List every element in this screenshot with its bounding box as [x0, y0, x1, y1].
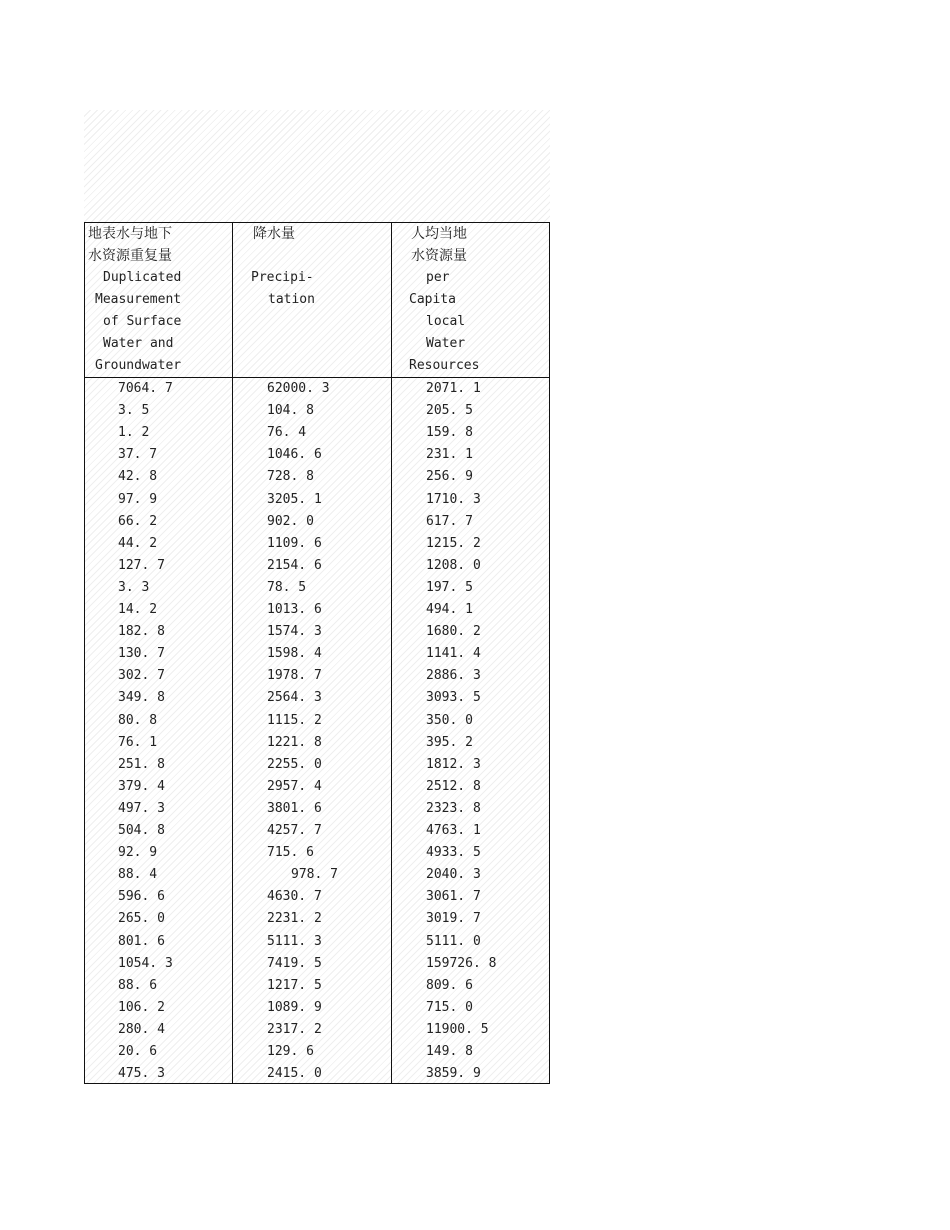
- table-cell: 349. 8: [118, 690, 165, 706]
- table-cell: 1217. 5: [267, 977, 322, 993]
- table-cell: 379. 4: [118, 778, 165, 794]
- table-row: [85, 489, 549, 511]
- table-row: [85, 533, 549, 555]
- table-cell: 2231. 2: [267, 911, 322, 927]
- table-row: [85, 710, 549, 732]
- table-row: [85, 798, 549, 820]
- table-row: [85, 820, 549, 842]
- table-cell: 728. 8: [267, 469, 314, 485]
- table-cell: 20. 6: [118, 1044, 158, 1059]
- table-cell: 1574. 3: [267, 624, 322, 640]
- table-cell: 76. 4: [267, 425, 307, 441]
- table-cell: 302. 7: [118, 668, 165, 684]
- table-cell: 617. 7: [426, 513, 473, 529]
- header-zh-line: 水资源重复量: [88, 248, 172, 264]
- table-cell: 127. 7: [118, 557, 165, 573]
- header-en-line: Water: [426, 336, 466, 351]
- table-cell: 3859. 9: [426, 1066, 481, 1082]
- table-cell: 1221. 8: [267, 734, 322, 750]
- table-cell: 256. 9: [426, 469, 473, 485]
- table-cell: 504. 8: [118, 823, 165, 838]
- header-en-line: Capita: [409, 292, 456, 307]
- table-cell: 596. 6: [118, 889, 165, 905]
- table-cell: 715. 6: [267, 845, 314, 861]
- table-cell: 159726. 8: [426, 955, 497, 971]
- table-cell: 395. 2: [426, 734, 473, 750]
- table-row: [85, 886, 549, 908]
- table-row: [85, 466, 549, 488]
- table-cell: 2564. 3: [267, 690, 322, 706]
- table-cell: 159. 8: [426, 425, 473, 441]
- header-zh-line: 水资源量: [411, 248, 467, 264]
- water-resources-table: [84, 222, 550, 1084]
- table-cell: 2317. 2: [267, 1021, 322, 1037]
- table-cell: 1710. 3: [426, 491, 481, 507]
- table-cell: 182. 8: [118, 624, 165, 640]
- table-cell: 4933. 5: [426, 845, 481, 861]
- table-cell: 2886. 3: [426, 668, 481, 684]
- table-cell: 350. 0: [426, 712, 473, 728]
- table-cell: 2154. 6: [267, 557, 322, 573]
- table-cell: 11900. 5: [426, 1021, 489, 1037]
- table-cell: 2040. 3: [426, 867, 481, 883]
- table-cell: 1598. 4: [267, 646, 322, 662]
- table-row: [85, 864, 549, 886]
- table-cell: 78. 5: [267, 579, 307, 595]
- table-cell: 7064. 7: [118, 381, 173, 396]
- table-cell: 1141. 4: [426, 646, 481, 662]
- table-cell: 7419. 5: [267, 955, 322, 971]
- table-cell: 265. 0: [118, 911, 165, 927]
- table-cell: 251. 8: [118, 756, 165, 772]
- header-en-line: per: [426, 270, 450, 285]
- table-cell: 97. 9: [118, 491, 158, 507]
- table-cell: 1046. 6: [267, 447, 322, 463]
- table-row: [85, 1041, 549, 1063]
- table-row: [85, 687, 549, 709]
- table-cell: 104. 8: [267, 403, 314, 419]
- table-cell: 1208. 0: [426, 557, 481, 573]
- table-cell: 4257. 7: [267, 823, 322, 838]
- table-cell: 1054. 3: [118, 955, 173, 971]
- table-cell: 88. 6: [118, 977, 158, 993]
- table-row: [85, 422, 549, 444]
- table-cell: 5111. 3: [267, 933, 322, 949]
- table-cell: 3061. 7: [426, 889, 481, 905]
- table-row: [85, 997, 549, 1019]
- table-row: [85, 776, 549, 798]
- table-cell: 44. 2: [118, 535, 158, 551]
- table-cell: 1215. 2: [426, 535, 481, 551]
- table-row: [85, 1019, 549, 1041]
- table-cell: 1109. 6: [267, 535, 322, 551]
- table-cell: 475. 3: [118, 1066, 165, 1082]
- header-en-line: tation: [268, 292, 315, 307]
- table-cell: 3093. 5: [426, 690, 481, 706]
- table-cell: 3. 3: [118, 579, 150, 595]
- table-cell: 66. 2: [118, 513, 158, 529]
- table-cell: 14. 2: [118, 602, 158, 617]
- table-cell: 280. 4: [118, 1021, 165, 1037]
- header-en-line: of Surface: [103, 314, 182, 329]
- table-row: [85, 621, 549, 643]
- table-cell: 5111. 0: [426, 933, 481, 949]
- header-en-line: local: [426, 314, 466, 329]
- table-row: [85, 555, 549, 577]
- table-cell: 37. 7: [118, 447, 158, 463]
- table-cell: 4763. 1: [426, 823, 481, 838]
- table-cell: 80. 8: [118, 712, 158, 728]
- table-row: [85, 400, 549, 422]
- table-cell: 801. 6: [118, 933, 165, 949]
- table-cell: 106. 2: [118, 999, 165, 1015]
- table-row: [85, 975, 549, 997]
- table-row: [85, 444, 549, 466]
- table-cell: 2957. 4: [267, 778, 322, 794]
- table-cell: 3205. 1: [267, 491, 322, 507]
- table-row: [85, 754, 549, 776]
- table-cell: 1812. 3: [426, 756, 481, 772]
- table-row: [85, 577, 549, 599]
- table-cell: 3. 5: [118, 403, 150, 419]
- table-row: [85, 378, 549, 400]
- table-cell: 3801. 6: [267, 800, 322, 816]
- table-row: [85, 599, 549, 621]
- table-row: [85, 732, 549, 754]
- table-cell: 2255. 0: [267, 756, 322, 772]
- table-row: [85, 842, 549, 864]
- table-cell: 902. 0: [267, 513, 314, 529]
- table-cell: 1089. 9: [267, 999, 322, 1015]
- table-cell: 42. 8: [118, 469, 158, 485]
- table-row: [85, 511, 549, 533]
- table-cell: 197. 5: [426, 579, 473, 595]
- table-cell: 4630. 7: [267, 889, 322, 905]
- table-cell: 1115. 2: [267, 712, 322, 728]
- header-en-line: Duplicated: [103, 270, 182, 285]
- table-row: [85, 1063, 549, 1085]
- table-cell: 1013. 6: [267, 602, 322, 617]
- table-cell: 2071. 1: [426, 381, 481, 396]
- table-cell: 1. 2: [118, 425, 150, 441]
- table-cell: 129. 6: [267, 1044, 314, 1059]
- table-cell: 205. 5: [426, 403, 473, 419]
- table-cell: 494. 1: [426, 602, 473, 617]
- table-cell: 88. 4: [118, 867, 158, 883]
- table-cell: 92. 9: [118, 845, 158, 861]
- table-row: [85, 908, 549, 930]
- table-cell: 76. 1: [118, 734, 158, 750]
- table-cell: 2323. 8: [426, 800, 481, 816]
- header-zh-line: 地表水与地下: [88, 226, 172, 242]
- table-row: [85, 665, 549, 687]
- table-cell: 2512. 8: [426, 778, 481, 794]
- header-en-line: Resources: [409, 358, 480, 373]
- header-zh-line: 降水量: [253, 226, 295, 242]
- table-cell: 715. 0: [426, 999, 473, 1015]
- table-cell: 2415. 0: [267, 1066, 322, 1082]
- table-cell: 809. 6: [426, 977, 473, 993]
- table-row: [85, 931, 549, 953]
- header-zh-line: 人均当地: [411, 226, 467, 242]
- header-en-line: Water and: [103, 336, 174, 351]
- table-cell: 497. 3: [118, 800, 165, 816]
- table-row: [85, 953, 549, 975]
- table-cell: 231. 1: [426, 447, 473, 463]
- table-cell: 978. 7: [291, 867, 338, 883]
- table-row: [85, 643, 549, 665]
- table-cell: 1978. 7: [267, 668, 322, 684]
- header-en-line: Groundwater: [95, 358, 182, 373]
- header-en-line: Precipi-: [251, 270, 314, 285]
- header-hatch-band: [84, 110, 550, 222]
- table-cell: 3019. 7: [426, 911, 481, 927]
- table-cell: 62000. 3: [267, 381, 330, 396]
- table-cell: 1680. 2: [426, 624, 481, 640]
- header-en-line: Measurement: [95, 292, 182, 307]
- table-cell: 130. 7: [118, 646, 165, 662]
- table-cell: 149. 8: [426, 1044, 473, 1059]
